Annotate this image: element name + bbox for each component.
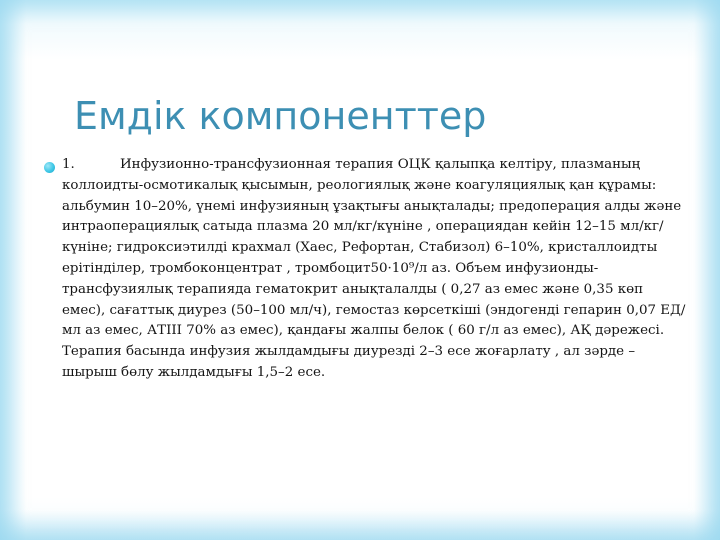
bullet-icon xyxy=(44,162,55,173)
bullet-paragraph xyxy=(62,155,690,384)
item-number: 1. xyxy=(62,157,75,172)
frame-glow-top xyxy=(0,0,720,60)
slide-title: Емдік компоненттер xyxy=(74,94,487,138)
frame-glow-left xyxy=(0,0,26,540)
paragraph-text: Инфузионно-трансфузионная терапия ОЦК қалыпқа келтіру, плазманың коллоидты-осмотикалық қысымын, реологиялық және коагуляциялық қан құрамы: альбумин 10–20%, үнемі инфузияның ұзақтығы анықталады; предоперация алды және интраоперациялық сатыда плазма 20 мл/кг/күніне , операциядан кейін 12–15 мл/кг/күніне; гидроксиэтилді крахмал (Хаес, Рефортан, Стабизол) 6–10%, кристаллоидты ерітінділер, тромбоконцентрат , тромбоцит50·10⁹/л аз. Объем инфузионды-трансфузиялық терапияда гематокрит анықталалды ( 0,27 аз емес және 0,35 көп емес), сағаттық диурез (50–100 мл/ч), гемостаз көрсеткіші (эндогенді гепарин 0,07 ЕД/мл аз емес, АТIII 70% аз емес), қандағы жалпы белок ( 60 г/л аз емес), АҚ дәрежесі. Терапия басында инфузия жылдамдығы диурезді 2–3 есе жоғарлату , ал зәрде – шырыш бөлу жылдамдығы 1,5–2 есе. xyxy=(62,157,686,380)
frame-glow-right xyxy=(694,0,720,540)
frame-glow-bottom xyxy=(0,510,720,540)
